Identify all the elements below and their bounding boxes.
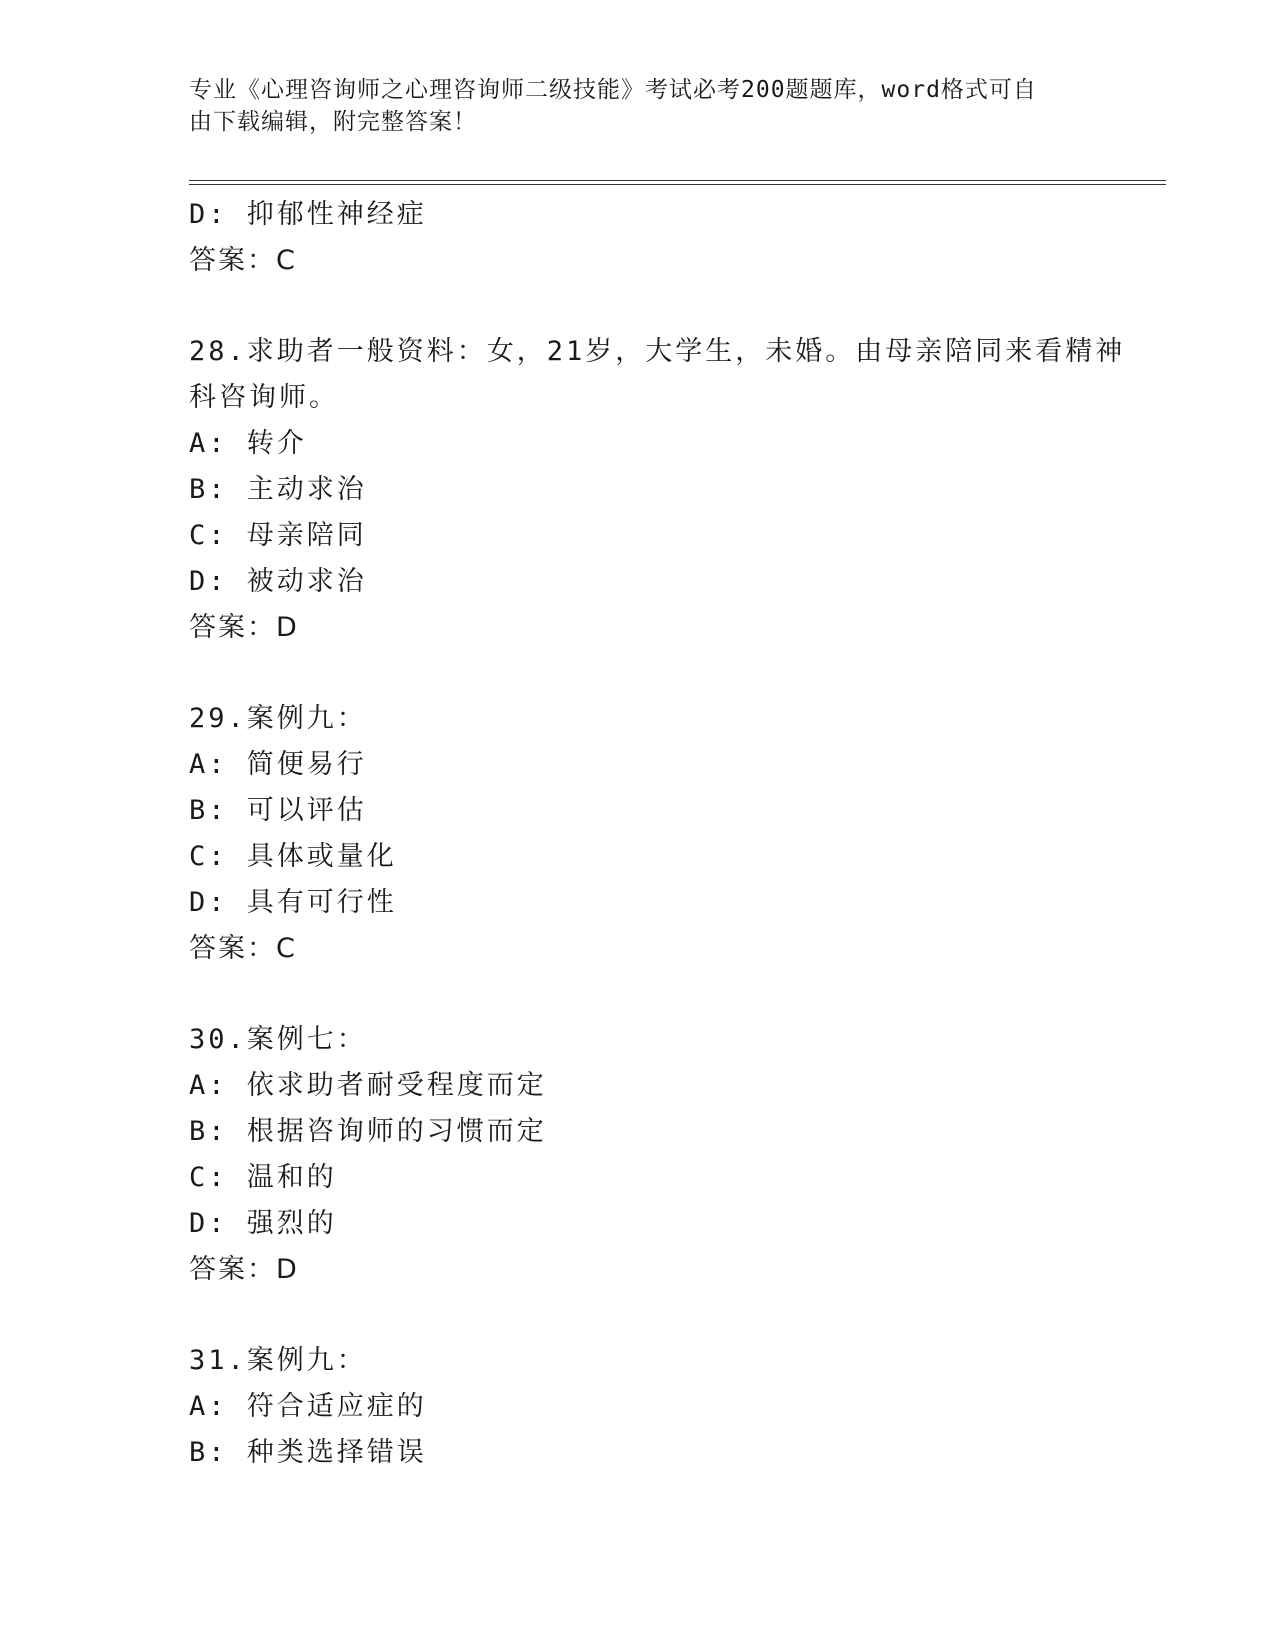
option-d: D: 抑郁性神经症: [189, 199, 427, 230]
option-c: C: 母亲陪同: [189, 520, 367, 551]
option-a: A: 转介: [189, 428, 307, 459]
document-header: [189, 74, 1089, 138]
header-divider-bottom: [189, 184, 1166, 185]
answer-line: 答案：C: [189, 933, 297, 964]
option-a: A: 依求助者耐受程度而定: [189, 1070, 547, 1101]
option-c: C: 具体或量化: [189, 841, 397, 872]
option-b: B: 可以评估: [189, 795, 367, 826]
option-b: B: 种类选择错误: [189, 1437, 427, 1468]
spacer: [189, 972, 1166, 1017]
header-line-1: 专业《心理咨询师之心理咨询师二级技能》考试必考200题题库，word格式可自: [189, 77, 1037, 103]
option-d: D: 具有可行性: [189, 887, 397, 918]
spacer: [189, 651, 1166, 696]
question-28-title-line-1: 28.求助者一般资料：女，21岁，大学生，未婚。由母亲陪同来看精神: [189, 336, 1126, 367]
option-a: A: 符合适应症的: [189, 1391, 427, 1422]
answer-line: 答案：C: [189, 245, 297, 276]
option-d: D: 强烈的: [189, 1208, 337, 1239]
question-29-title: 29.案例九：: [189, 703, 367, 734]
answer-line: 答案：D: [189, 1254, 299, 1285]
header-divider-top: [189, 180, 1166, 181]
answer-line: 答案：D: [189, 612, 299, 643]
spacer: [189, 284, 1166, 329]
option-a: A: 简便易行: [189, 749, 367, 780]
spacer: [189, 1293, 1166, 1338]
question-31-title: 31.案例九：: [189, 1345, 367, 1376]
option-b: B: 主动求治: [189, 474, 367, 505]
option-b: B: 根据咨询师的习惯而定: [189, 1116, 547, 1147]
header-line-2: 由下载编辑，附完整答案！: [189, 109, 477, 135]
option-d: D: 被动求治: [189, 566, 367, 597]
question-list: [189, 192, 1166, 1476]
question-30-title: 30.案例七：: [189, 1024, 367, 1055]
option-c: C: 温和的: [189, 1162, 337, 1193]
question-28-title-line-2: 科咨询师。: [189, 382, 339, 413]
